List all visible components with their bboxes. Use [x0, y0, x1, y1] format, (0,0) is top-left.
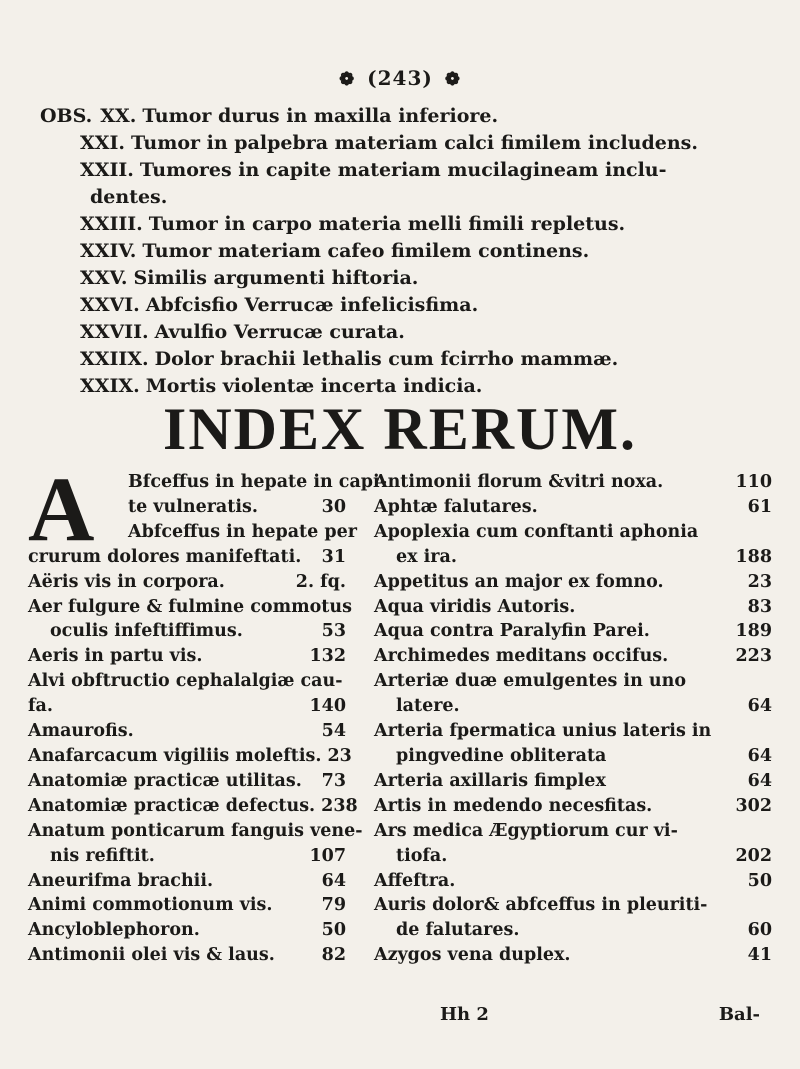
observation-row: [40, 265, 780, 292]
index-entry-page: [357, 520, 363, 545]
index-entry-text: Arteria axillaris fimplex: [374, 770, 606, 791]
index-entry-page: 83: [747, 596, 772, 617]
index-entry: [28, 545, 346, 570]
index-entry: [374, 570, 772, 595]
index-entry-text: Artis in medendo necesfitas.: [374, 795, 653, 816]
index-entry: [374, 869, 772, 894]
index-entry-text: Amaurofis.: [28, 721, 134, 742]
index-entry-page: 64: [747, 696, 772, 717]
index-entry-text: Aneurifma brachii.: [28, 870, 214, 891]
index-entry: [374, 595, 772, 620]
index-entry-text: Azygos vena duplex.: [374, 945, 571, 966]
index-entry: [374, 893, 772, 918]
index-entry-text: Anatum ponticarum fanguis vene-: [28, 820, 363, 841]
index-entry-text: Alvi obftructio cephalalgiæ cau-: [28, 671, 343, 692]
index-entry-text: Aphtæ falutares.: [374, 496, 538, 517]
index-entry-text: crurum dolores manifeftati.: [28, 546, 302, 567]
index-entry: [374, 819, 772, 844]
index-entry-text: pingvedine obliterata: [396, 745, 607, 766]
index-entry-text: Antimonii olei vis & laus.: [28, 945, 275, 966]
index-entry: [28, 470, 387, 495]
observation-row: [40, 319, 780, 346]
index-entry-text: Anatomiæ practicæ utilitas.: [28, 770, 302, 791]
ornament-left-icon: ❁: [339, 69, 356, 90]
index-entry-page: 73: [321, 770, 346, 791]
observation-number: XXIV.: [80, 240, 137, 262]
index-entry: [28, 819, 363, 844]
index-entry-page: [766, 719, 772, 744]
index-entry: [28, 943, 346, 968]
observation-number: XXIX.: [80, 375, 140, 397]
index-entry-text: Archimedes meditans occifus.: [374, 646, 669, 667]
index-entry-page: 107: [309, 845, 346, 866]
observation-number: XXVI.: [80, 294, 140, 316]
index-entry-text: Antimonii florum &vitri noxa.: [374, 472, 664, 492]
ornament-right-icon: ❁: [444, 69, 461, 90]
index-title: INDEX RERUM.: [163, 396, 637, 462]
index-entry-page: 2. fq.: [295, 571, 346, 592]
index-entry: [28, 744, 352, 769]
index-entry-text: Aqua viridis Autoris.: [374, 596, 576, 617]
observation-number: XXIII.: [80, 213, 143, 235]
index-entry: [374, 520, 772, 545]
index-entry-page: 140: [309, 696, 346, 717]
observation-row: [40, 238, 780, 265]
observation-text: Tumores in capite materiam mucilagineam inclu-: [139, 159, 667, 181]
index-entry: [28, 644, 346, 669]
index-entry-text: Aëris vis in corpora.: [28, 571, 225, 592]
index-entry-page: 82: [321, 945, 346, 966]
index-entry: [28, 495, 346, 520]
index-entry-page: 64: [747, 745, 772, 766]
observation-row: [40, 292, 780, 319]
index-entry-text: nis refiftit.: [50, 845, 155, 866]
index-entry: [374, 769, 772, 794]
observation-number: XXVII.: [80, 321, 149, 343]
index-entry: [28, 570, 346, 595]
observation-text: Dolor brachii lethalis cum fcirrho mammæ.: [154, 348, 619, 370]
index-entry-text: de falutares.: [396, 920, 520, 941]
index-entry-text: Affeftra.: [374, 870, 456, 891]
index-entry-text: Apoplexia cum conftanti aphonia: [374, 521, 699, 542]
index-entry: [28, 918, 346, 943]
index-entry-text: fa.: [28, 696, 53, 717]
index-entry: [374, 470, 772, 495]
index-entry-page: [766, 669, 772, 694]
index-entry: [28, 595, 352, 620]
observation-text: Mortis violentæ incerta indicia.: [145, 375, 483, 397]
index-entry-page: 64: [321, 870, 346, 891]
drop-cap: A: [28, 458, 95, 560]
index-entry: [28, 844, 346, 869]
observation-text: Avulfio Verrucæ curata.: [154, 321, 405, 343]
index-entry-page: 202: [735, 845, 772, 866]
page-header: [0, 66, 800, 90]
index-entry-text: Ars medica Ægyptiorum cur vi-: [374, 820, 678, 841]
index-entry-page: 79: [321, 895, 346, 916]
index-entry-text: Aeris in partu vis.: [28, 646, 203, 667]
index-entry-page: 23: [747, 571, 772, 592]
index-entry-page: 30: [321, 496, 346, 517]
observations-list: [40, 103, 780, 400]
index-entry: [374, 619, 772, 644]
observation-number: XXI.: [80, 132, 125, 154]
observation-number: XXIIX.: [80, 348, 149, 370]
index-entry: [374, 918, 772, 943]
index-entry-page: 64: [747, 770, 772, 791]
observation-row: [40, 103, 780, 130]
index-entry: [374, 669, 772, 694]
index-entry: [28, 619, 346, 644]
index-entry-page: 31: [321, 546, 346, 567]
index-entry-text: Arteria fpermatica unius lateris in: [374, 721, 712, 742]
index-entry: [374, 644, 772, 669]
observation-number: XXV.: [80, 267, 128, 289]
observation-row: [40, 157, 780, 184]
index-entry-page: 23: [327, 745, 352, 766]
index-entry-page: 110: [735, 472, 772, 492]
observation-text: Similis argumenti hiftoria.: [133, 267, 419, 289]
index-entry-page: 61: [747, 496, 772, 517]
index-entry-text: latere.: [396, 696, 460, 717]
index-entry-page: [766, 520, 772, 545]
index-entry: [374, 844, 772, 869]
index-entry-page: 302: [735, 795, 772, 816]
index-entry: [28, 520, 357, 545]
index-entry: [374, 545, 772, 570]
index-entry-text: Ancyloblephoron.: [28, 920, 200, 941]
index-entry-page: 188: [735, 546, 772, 567]
index-entry-text: Aqua contra Paralyfin Parei.: [374, 621, 650, 642]
signature-mark: Hh 2: [440, 1004, 489, 1025]
index-entry-page: 223: [735, 646, 772, 667]
observation-text: Abfcisfio Verrucæ infelicisfima.: [145, 294, 479, 316]
observation-text: Tumor in carpo materia melli fimili repletus.: [148, 213, 626, 235]
index-entry-page: 53: [321, 621, 346, 642]
index-entry-text: oculis infeftiffimus.: [50, 621, 243, 642]
observation-row: [40, 346, 780, 373]
index-entry-page: [766, 893, 772, 918]
index-column-left: [28, 458, 387, 968]
index-entry: [374, 794, 772, 819]
index-entry-text: Arteriæ duæ emulgentes in uno: [374, 671, 687, 692]
index-entry-page: [352, 595, 358, 620]
observation-text: Tumor in palpebra materiam calci fimilem includens.: [131, 132, 698, 154]
index-entry-text: Anatomiæ practicæ defectus.: [28, 795, 316, 816]
index-entry: [28, 694, 346, 719]
observation-text: dentes.: [90, 186, 168, 208]
index-entry: [28, 719, 346, 744]
index-entry-page: [343, 669, 349, 694]
index-column-right: [374, 470, 772, 968]
index-entry-page: 238: [321, 795, 358, 816]
index-entry-text: Aer fulgure & fulmine commotus: [28, 596, 352, 617]
index-entry: [28, 669, 346, 694]
observation-number: XXII.: [80, 159, 134, 181]
page-number: (243): [367, 66, 433, 90]
observation-text: Tumor materiam cafeo fimilem continens.: [142, 240, 590, 262]
index-entry: [374, 744, 772, 769]
index-entry-page: 189: [735, 621, 772, 642]
index-entry-page: [766, 819, 772, 844]
index-entry: [374, 943, 772, 968]
observation-row: [40, 130, 780, 157]
index-entry-text: ex ira.: [396, 546, 457, 567]
index-entry-page: 60: [747, 920, 772, 941]
observation-row: [40, 184, 780, 211]
index-entry-page: 50: [747, 870, 772, 891]
index-entry-page: [363, 819, 369, 844]
index-entry-text: Auris dolor& abfceffus in pleuriti-: [374, 895, 708, 916]
catchword: Bal-: [718, 1004, 760, 1025]
observation-text: Tumor durus in maxilla inferiore.: [142, 105, 499, 127]
index-entry: [28, 769, 346, 794]
index-entry-text: Appetitus an major ex fomno.: [374, 571, 664, 592]
index-entry-text: Abfceffus in hepate per: [128, 521, 357, 542]
observation-prefix: OBS.: [40, 105, 93, 127]
index-entry-page: 50: [321, 920, 346, 941]
index-entry: [28, 893, 346, 918]
index-entry: [374, 694, 772, 719]
index-entry-page: 54: [321, 721, 346, 742]
index-entry-text: Animi commotionum vis.: [28, 895, 273, 916]
index-entry: [28, 869, 346, 894]
index-entry-text: te vulneratis.: [128, 496, 258, 517]
index-entry-text: tiofa.: [396, 845, 448, 866]
index-entry: [374, 495, 772, 520]
index-entry-page: 132: [309, 646, 346, 667]
index-entry: [374, 719, 772, 744]
index-entry-text: Anafarcacum vigiliis moleftis.: [28, 745, 322, 766]
index-entry: [28, 794, 358, 819]
observation-row: [40, 211, 780, 238]
index-entry-page: 41: [747, 945, 772, 966]
index-entry-text: Bfceffus in hepate in capi-: [128, 472, 387, 492]
observation-number: XX.: [100, 105, 137, 127]
